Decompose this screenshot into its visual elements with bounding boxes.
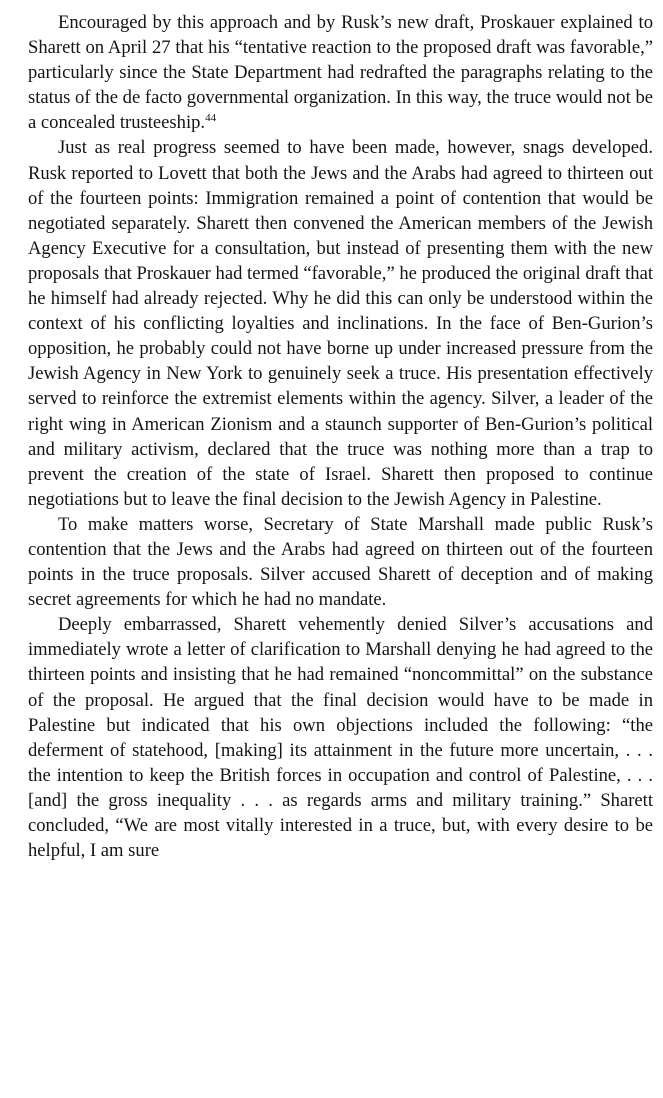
paragraph-4-text: Deeply embarrassed, Sharett vehemently denied Silver’s accusations and immediately wrote a letter of clarification to Marshall denying he had agreed to the thirteen points and insisting that he had remained “noncommittal” on the substance of the proposal. He argued that the final decision would have to be made in Palestine but indicated that his own objections included the following: “the deferment of statehood, [making] its attainment in the future more uncertain, . . . the intention to keep the British forces in occupation and control of Palestine, . . . [and] the gross inequality . . . as regards arms and military training.” Sharett concluded, “We are most vitally interested in a truce, but, with every desire to be helpful, I am sure [28, 614, 653, 862]
paragraph-3 [28, 512, 653, 612]
paragraph-4 [28, 612, 653, 863]
paragraph-3-text: To make matters worse, Secretary of State Marshall made public Rusk’s contention that the Jews and the Arabs had agreed on thirteen out of the fourteen points in the truce proposals. Silver accused Sharett of deception and of making secret agreements for which he had no mandate. [28, 513, 653, 611]
paragraph-2 [28, 135, 653, 511]
paragraph-2-text: Just as real progress seemed to have been made, however, snags developed. Rusk reported to Lovett that both the Jews and the Arabs had agreed to thirteen out of the fourteen points: Immigration remained a point of contention that would be negotiated separately. Sharett then convened the American members of the Jewish Agency Executive for a consultation, but instead of presenting them with the new proposals that Proskauer had termed “favorable,” he produced the original draft that he himself had already rejected. Why he did this can only be understood within the context of his conflicting loyalties and inclinations. In the face of Ben-Gurion’s opposition, he probably could not have borne up under increased pressure from the Jewish Agency in New York to genuinely seek a truce. His presentation effectively served to reinforce the extremist elements within the agency. Silver, a leader of the right wing in American Zionism and a staunch supporter of Ben-Gurion’s political and military activism, declared that the truce was nothing more than a trap to prevent the creation of the state of Israel. Sharett then proposed to continue negotiations but to leave the final decision to the Jewish Agency in Palestine. [28, 137, 653, 510]
footnote-marker[interactable]: 44 [205, 112, 217, 125]
paragraph-1 [28, 10, 653, 135]
paragraph-1-text: Encouraged by this approach and by Rusk’s new draft, Proskauer explained to Sharett on April 27 that his “tentative reaction to the proposed draft was favorable,” particularly since the State Department had redrafted the paragraphs relating to the status of the de facto governmental organization. In this way, the truce would not be a concealed trusteeship. [28, 12, 653, 134]
